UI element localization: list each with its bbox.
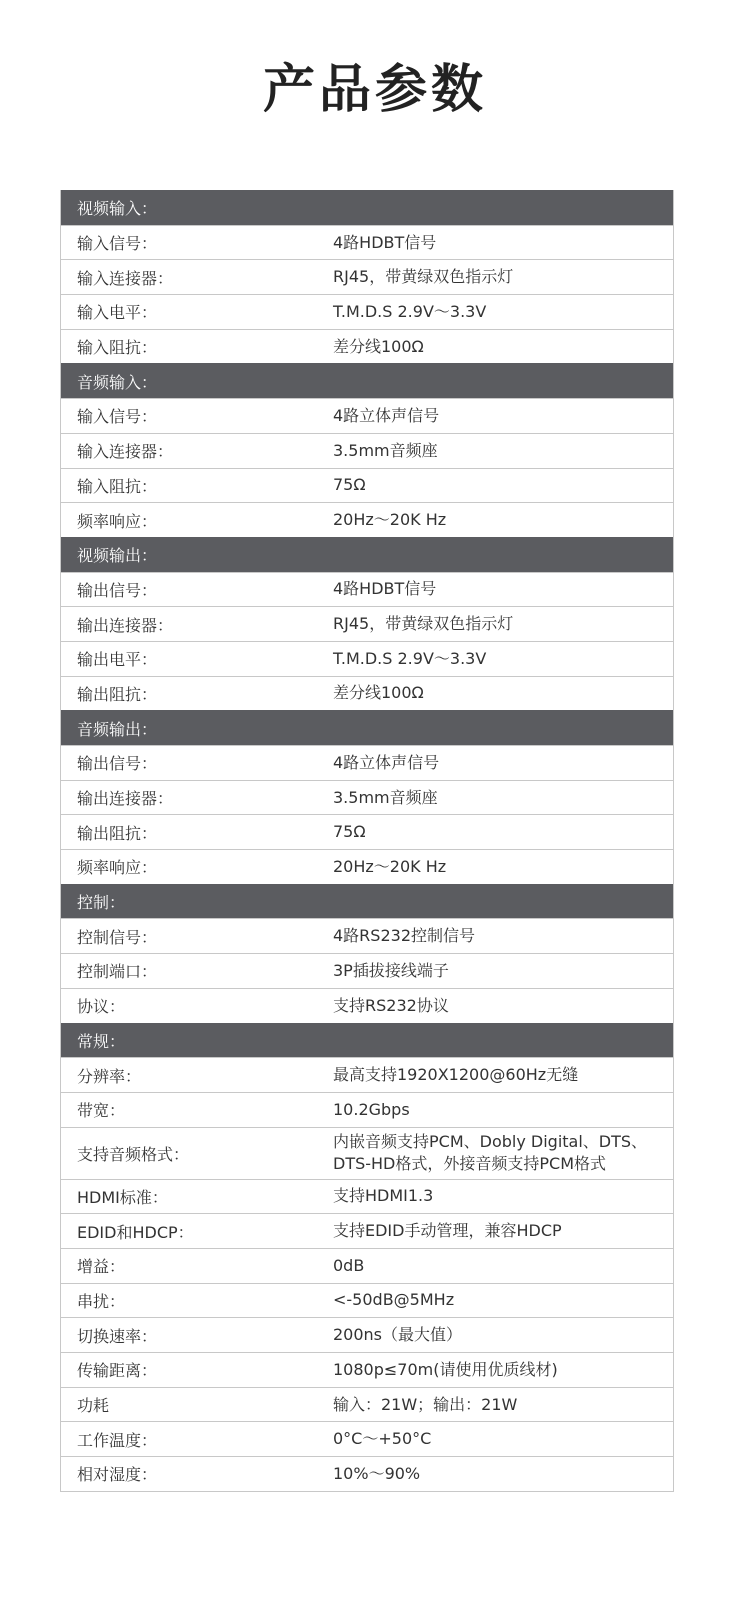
spec-value: 差分线100Ω [333, 336, 424, 356]
spec-label: 输出阻抗： [77, 823, 158, 843]
spec-row [61, 953, 673, 988]
spec-value: 支持EDID手动管理，兼容HDCP [333, 1221, 562, 1241]
spec-value: 4路RS232控制信号 [333, 926, 475, 946]
spec-value: T.M.D.S 2.9V～3.3V [333, 648, 487, 668]
spec-row [61, 398, 673, 433]
spec-row [61, 572, 673, 607]
spec-label: 相对湿度： [77, 1465, 158, 1485]
spec-value: 20Hz～20K Hz [333, 510, 447, 530]
spec-row [61, 502, 673, 537]
spec-row [61, 1092, 673, 1127]
spec-row [61, 1127, 673, 1179]
section-header [61, 710, 673, 745]
spec-value: 4路立体声信号 [333, 752, 440, 772]
spec-label: 输出连接器： [77, 789, 174, 809]
spec-row [61, 1456, 673, 1491]
spec-row [61, 641, 673, 676]
page-title: 产品参数 [262, 60, 487, 120]
spec-row [61, 814, 673, 849]
spec-label: 功耗 [77, 1396, 110, 1416]
section-header [61, 363, 673, 398]
spec-label: 输出信号： [77, 580, 158, 600]
spec-row [61, 849, 673, 884]
spec-value: 3.5mm音频座 [333, 440, 438, 460]
spec-label: 带宽： [77, 1101, 126, 1121]
spec-row [61, 1421, 673, 1456]
spec-label: 频率响应： [77, 511, 158, 531]
spec-label: 输入阻抗： [77, 338, 158, 358]
section-header-label: 视频输入： [77, 199, 158, 219]
spec-label: 输出阻抗： [77, 684, 158, 704]
spec-value: RJ45，带黄绿双色指示灯 [333, 267, 514, 287]
spec-value: 200ns（最大值） [333, 1325, 463, 1345]
spec-label: 输入信号： [77, 234, 158, 254]
spec-value: 1080p≤70m(请使用优质线材) [333, 1359, 558, 1379]
spec-row [61, 1387, 673, 1422]
section-header [61, 190, 673, 225]
spec-value: 4路立体声信号 [333, 405, 440, 425]
section-header [61, 884, 673, 919]
spec-label: 输出电平： [77, 650, 158, 670]
spec-row [61, 1317, 673, 1352]
spec-value: 支持HDMI1.3 [333, 1186, 434, 1206]
spec-label: 输出连接器： [77, 615, 174, 635]
spec-row [61, 1352, 673, 1387]
spec-label: 工作温度： [77, 1430, 158, 1450]
spec-value: 10.2Gbps [333, 1099, 410, 1119]
spec-label: 传输距离： [77, 1361, 158, 1381]
spec-table [60, 190, 674, 1492]
spec-label: 输出信号： [77, 754, 158, 774]
section-header-label: 常规： [77, 1031, 126, 1051]
spec-row [61, 988, 673, 1023]
spec-row [61, 1283, 673, 1318]
spec-value: 3.5mm音频座 [333, 787, 438, 807]
spec-row [61, 1248, 673, 1283]
spec-row [61, 780, 673, 815]
spec-value: RJ45，带黄绿双色指示灯 [333, 614, 514, 634]
spec-value: 75Ω [333, 475, 366, 495]
spec-value: 内嵌音频支持PCM、Dobly Digital、DTS、 DTS-HD格式，外接音频支持PCM格式 [333, 1132, 648, 1174]
section-header-label: 音频输出： [77, 719, 158, 739]
spec-row [61, 1213, 673, 1248]
section-header-label: 视频输出： [77, 546, 158, 566]
spec-row [61, 1179, 673, 1214]
spec-label: 串扰： [77, 1291, 126, 1311]
section-header-label: 音频输入： [77, 372, 158, 392]
spec-value: 差分线100Ω [333, 683, 424, 703]
spec-value: 支持RS232协议 [333, 995, 449, 1015]
spec-row [61, 676, 673, 711]
spec-row [61, 329, 673, 364]
spec-value: 4路HDBT信号 [333, 579, 437, 599]
spec-row [61, 1057, 673, 1092]
spec-label: 输入连接器： [77, 442, 174, 462]
spec-label: HDMI标准： [77, 1187, 168, 1207]
spec-label: 协议： [77, 997, 126, 1017]
spec-row [61, 294, 673, 329]
spec-label: 切换速率： [77, 1326, 158, 1346]
section-header [61, 537, 673, 572]
spec-label: 频率响应： [77, 858, 158, 878]
spec-row [61, 606, 673, 641]
section-header-label: 控制： [77, 893, 126, 913]
spec-value: 75Ω [333, 822, 366, 842]
spec-label: 控制信号： [77, 927, 158, 947]
spec-value: 3P插拔接线端子 [333, 960, 449, 980]
spec-value: 20Hz～20K Hz [333, 856, 447, 876]
spec-row [61, 259, 673, 294]
spec-label: 控制端口： [77, 962, 158, 982]
spec-row [61, 433, 673, 468]
spec-value: 10%～90% [333, 1463, 421, 1483]
section-header [61, 1023, 673, 1058]
spec-label: 支持音频格式： [77, 1144, 190, 1164]
spec-label: 分辨率： [77, 1066, 142, 1086]
spec-row [61, 745, 673, 780]
spec-label: 输入信号： [77, 407, 158, 427]
spec-label: 输入阻抗： [77, 476, 158, 496]
spec-row [61, 918, 673, 953]
spec-value: 0dB [333, 1255, 365, 1275]
spec-label: EDID和HDCP： [77, 1222, 194, 1242]
spec-value: 0°C～+50°C [333, 1429, 432, 1449]
spec-row [61, 468, 673, 503]
spec-value: T.M.D.S 2.9V～3.3V [333, 301, 487, 321]
spec-value: 最高支持1920X1200@60Hz无缝 [333, 1065, 579, 1085]
spec-row [61, 225, 673, 260]
spec-value: 4路HDBT信号 [333, 232, 437, 252]
spec-label: 增益： [77, 1257, 126, 1277]
spec-label: 输入连接器： [77, 268, 174, 288]
spec-label: 输入电平： [77, 303, 158, 323]
spec-value: 输入：21W；输出：21W [333, 1394, 518, 1414]
spec-value: <-50dB@5MHz [333, 1290, 455, 1310]
